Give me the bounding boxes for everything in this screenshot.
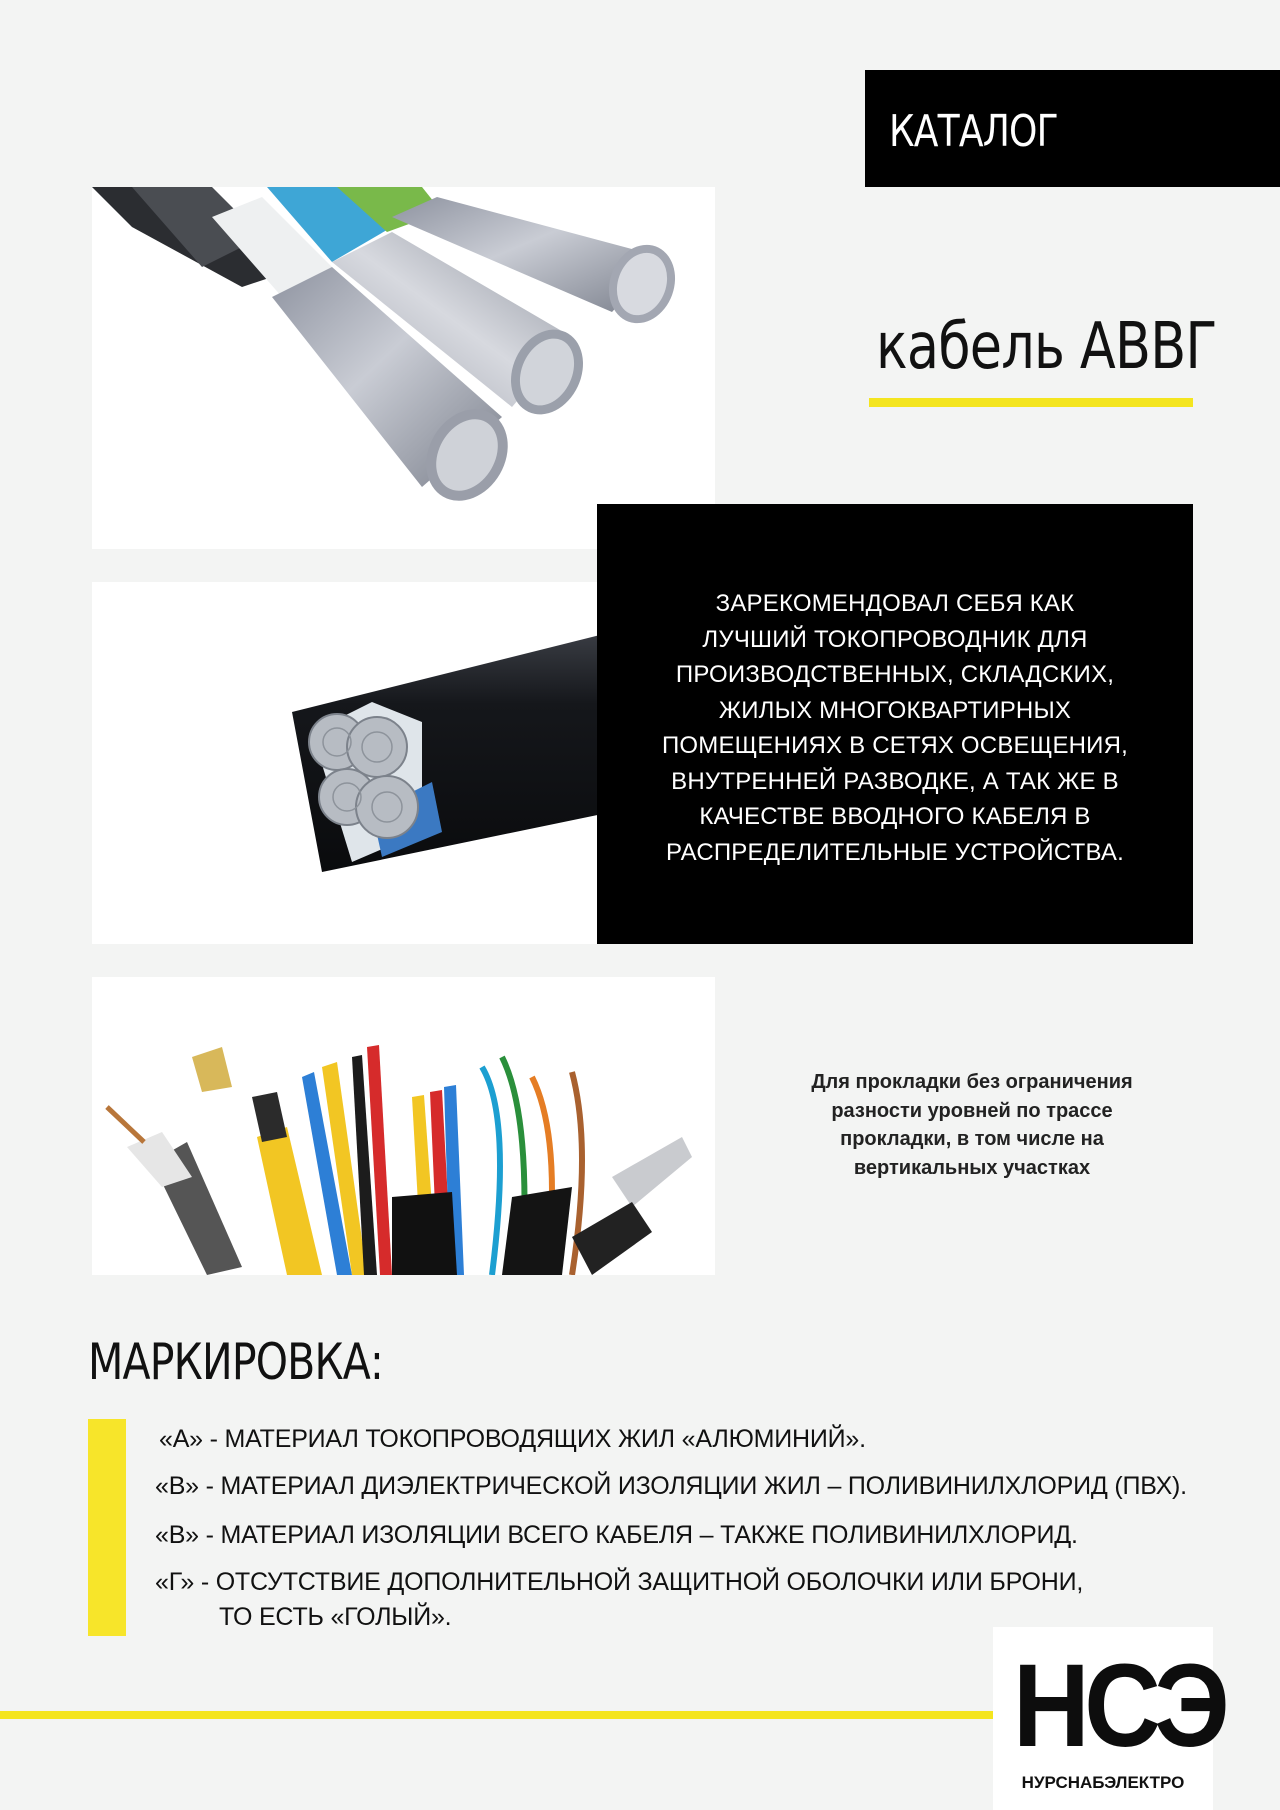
marking-item-v2 [155,1521,1078,1550]
description-line: ВНУТРЕННЕЙ РАЗВОДКЕ, А ТАК ЖЕ В [671,767,1119,795]
marking-item-a [159,1425,866,1454]
cable-photo-assortment [92,977,715,1275]
company-logo [993,1627,1225,1810]
description-box [597,504,1193,944]
note-line: разности уровней по трассе [831,1099,1113,1122]
title-underline [869,398,1193,407]
description-line: РАСПРЕДЕЛИТЕЛЬНЫЕ УСТРОЙСТВА. [666,838,1124,866]
description-line: ПРОИЗВОДСТВЕННЫХ, СКЛАДСКИХ, [675,661,1115,688]
marking-item-g [155,1568,1083,1632]
description-line: ЖИЛЫХ МНОГОКВАРТИРНЫХ [718,696,1072,724]
marking-item-text: «В» - МАТЕРИАЛ ДИЭЛЕКТРИЧЕСКОЙ ИЗОЛЯЦИИ ЖИЛ – ПОЛИВИНИЛХЛОРИД (ПВХ). [155,1472,1187,1500]
cable-photo-three-core [92,187,715,549]
marking-item-text: «Г» - ОТСУТСТВИЕ ДОПОЛНИТЕЛЬНОЙ ЗАЩИТНОЙ ОБОЛОЧКИ ИЛИ БРОНИ, [155,1568,1084,1596]
note-line: Для прокладки без ограничения [811,1071,1133,1093]
description-text [627,586,1163,870]
marking-item-v1 [155,1472,1187,1501]
description-line: ПОМЕЩЕНИЯХ В СЕТЯХ ОСВЕЩЕНИЯ, [661,732,1129,759]
product-title: кабель АВВГ [876,310,1217,384]
logo-company-name: НУРСНАБЭЛЕКТРО [1021,1773,1185,1792]
description-line: КАЧЕСТВЕ ВВОДНОГО КАБЕЛЯ В [699,803,1091,830]
marking-item-continuation: ТО ЕСТЬ «ГОЛЫЙ». [219,1603,452,1631]
installation-note [762,1068,1182,1182]
note-line: вертикальных участках [853,1156,1091,1179]
marking-accent-bar [88,1419,126,1636]
description-line: ЗАРЕКОМЕНДОВАЛ СЕБЯ КАК [715,590,1075,617]
logo-letters: НСЭ [1013,1640,1225,1772]
note-line: прокладки, в том числе на [840,1128,1104,1150]
catalog-label-box [865,70,1280,187]
marking-item-text: «В» - МАТЕРИАЛ ИЗОЛЯЦИИ ВСЕГО КАБЕЛЯ – ТАКЖЕ ПОЛИВИНИЛХЛОРИД. [155,1521,1078,1549]
marking-item-text: «А» - МАТЕРИАЛ ТОКОПРОВОДЯЩИХ ЖИЛ «АЛЮМИНИЙ». [159,1425,866,1453]
bottom-accent-line [0,1711,995,1719]
catalog-label: КАТАЛОГ [889,106,1058,157]
marking-heading: МАРКИРОВКА: [88,1333,384,1391]
description-line: ЛУЧШИЙ ТОКОПРОВОДНИК ДЛЯ [702,625,1088,653]
